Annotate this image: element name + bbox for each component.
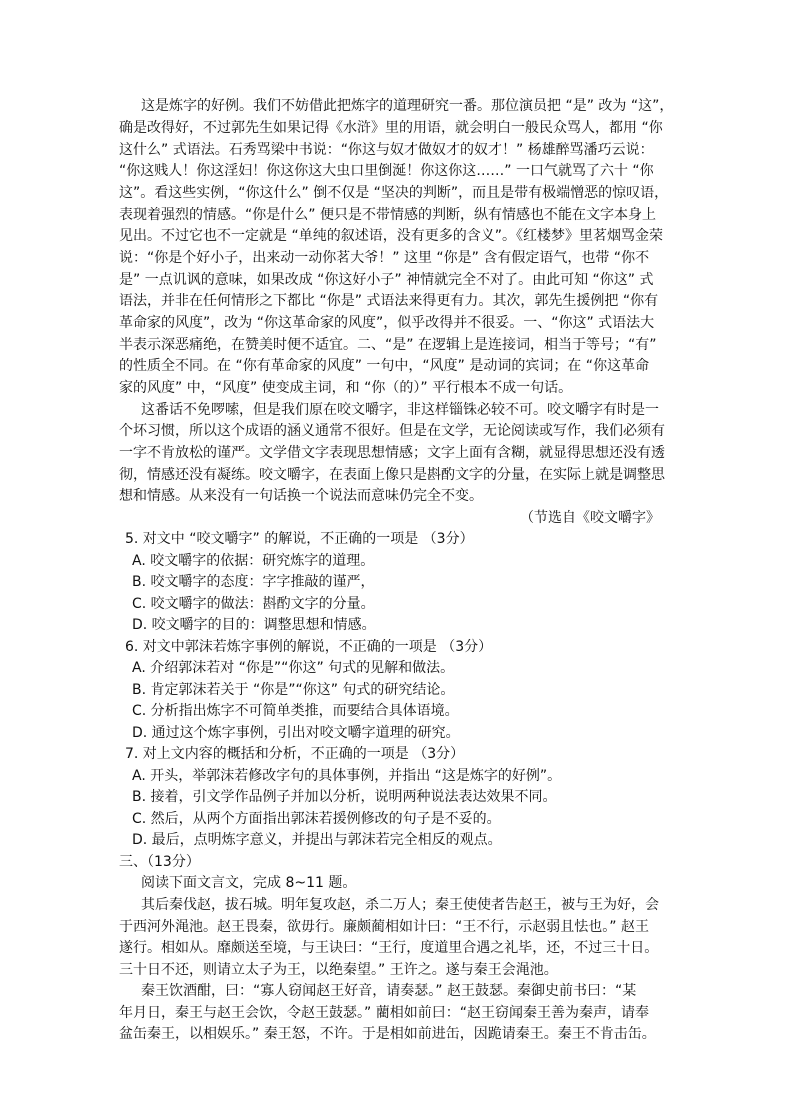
text-line: “你这贱人！你这淫妇！你这你这大虫口里倒涎！你这你这……” 一口气就骂了六十 “你 [119, 163, 654, 179]
option-7b: B. 接着，引文学作品例子并加以分析，说明两种说法表达效果不同。 [132, 789, 557, 805]
option-6d: D. 通过这个炼字事例，引出对咬文嚼字道理的研究。 [132, 725, 460, 741]
classical-text-line: 于西河外渑池。赵王畏秦，欲毋行。廉颇蔺相如计曰：“王不行，示赵弱且怯也。” 赵王 [119, 919, 649, 935]
text-line: 确是改得好，不过郭先生如果记得《水浒》里的用语，就会明白一般民众骂人，都用 “你 [119, 120, 663, 136]
question-6: 6. 对文中郭沫若炼字事例的解说，不正确的一项是 （3分） [125, 639, 493, 655]
option-5b: B. 咬文嚼字的态度：字字推敲的谨严， [132, 574, 375, 590]
instruction-line: 阅读下面文言文，完成 8~11 题。 [141, 875, 357, 891]
option-7c: C. 然后，从两个方面指出郭沫若援例修改的句子是不妥的。 [132, 811, 501, 827]
text-line: 这番话不免啰嗦，但是我们原在咬文嚼字，非这样锱铢必较不可。咬文嚼字有时是一 [141, 402, 659, 418]
classical-text-line: 盆缶秦王，以相娱乐。” 秦王怒，不许。于是相如前进缶，因跪请秦王。秦王不肯击缶。 [119, 1026, 656, 1042]
option-6b: B. 肯定郭沫若关于 “你是”“你这” 句式的研究结论。 [132, 682, 455, 698]
source-note: （节选自《咬文嚼字》 [520, 510, 660, 526]
text-line: 个坏习惯，所以这个成语的涵义通常不很好。但是在文学，无论阅读或写作，我们必须有 [119, 423, 665, 439]
option-7a: A. 开头，举郭沫若修改字句的具体事例，并指出 “这是炼字的好例”。 [132, 768, 562, 784]
question-5: 5. 对文中 “咬文嚼字” 的解说，不正确的一项是 （3分） [125, 531, 474, 547]
classical-text-line: 遂行。相如从。靡颇送至境，与王诀曰：“王行，度道里合遇之礼毕，还，不过三十日。 [119, 940, 659, 956]
text-line: 表现着强烈的情感。“你是什么” 便只是不带情感的判断，纵有情感也不能在文字本身上 [119, 207, 656, 223]
text-line: 这是炼字的好例。我们不妨借此把炼字的道理研究一番。那位演员把 “是” 改为 “这”， [141, 98, 674, 114]
option-6c: C. 分析指出炼字不可简单类推，而要结合具体语境。 [132, 703, 459, 719]
text-line: 的性质全不同。在 “你有革命家的风度” 一句中，“风度” 是动词的宾词；在 “你这革命 [119, 358, 650, 374]
classical-text-line: 三十日不还，则请立太子为王，以绝秦望。” 王许之。遂与秦王会渑池。 [119, 962, 558, 978]
text-line: 是” 一点讥讽的意味，如果改成 “你这好小子” 神情就完全不对了。由此可知 “你这” 式 [119, 272, 654, 288]
text-line: 说：“你是个好小子，出来动一动你茗大爷！” 这里 “你是” 含有假定语气，也带 “你不 [119, 250, 650, 266]
option-5c: C. 咬文嚼字的做法：斟酌文字的分量。 [132, 596, 375, 612]
text-line: 想和情感。从来没有一句话换一个说法而意味仍完全不变。 [119, 488, 483, 504]
option-5a: A. 咬文嚼字的依据：研究炼字的道理。 [132, 553, 375, 569]
question-7: 7. 对上文内容的概括和分析，不正确的一项是 （3分） [125, 746, 465, 762]
text-line: 彻，情感还没有凝练。咬文嚼字，在表面上像只是斟酌文字的分量，在实际上就是调整思 [119, 467, 665, 483]
classical-text-line: 其后秦伐赵，拔石城。明年复攻赵，杀二万人；秦王使使者告赵王，被与王为好，会 [141, 897, 659, 913]
text-line: 见出。不过它也不一定就是 “单纯的叙述语，没有更多的含义”。《红楼梦》里茗烟骂金荣 [119, 228, 663, 244]
option-6a: A. 介绍郭沫若对 “你是”“你这” 句式的见解和做法。 [132, 660, 455, 676]
text-line: 这什么” 式语法。石秀骂梁中书说：“你这与奴才做奴才的奴才！” 杨雄醉骂潘巧云说： [119, 142, 654, 158]
text-line: 革命家的风度”，改为 “你这革命家的风度”，似乎改得并不很妥。一、“你这” 式语法大 [119, 315, 655, 331]
text-line: 语法，并非在任何情形之下都比 “你是” 式语法来得更有力。其次，郭先生援例把 “你有 [119, 293, 659, 309]
classical-text-line: 年月日，秦王与赵王会饮，令赵王鼓瑟。” 藺相如前曰：“赵王窃闻秦王善为秦声，请奉 [119, 1005, 649, 1021]
section-heading: 三、（13分） [119, 854, 200, 870]
option-7d: D. 最后，点明炼字意义，并提出与郭沫若完全相反的观点。 [132, 832, 502, 848]
text-line: 一字不肯放松的谨严。文学借文字表现思想情感；文字上面有含糊，就显得思想还没有透 [119, 445, 665, 461]
text-line: 这”。看这些实例，“你这什么” 倒不仅是 “坚决的判断”，而且是带有极端憎恶的惊叹语， [119, 185, 669, 201]
classical-text-line: 秦王饮酒酣，曰：“寡人窃闻赵王好音，请奏瑟。” 赵王鼓瑟。秦御史前书曰：“某 [141, 983, 637, 999]
option-5d: D. 咬文嚼字的目的：调整思想和情感。 [132, 617, 376, 633]
text-line: 半表示深恶痛绝，在赞美时便不适宜。二、“是” 在逻辑上是连接词，相当于等号；“有” [119, 337, 657, 353]
text-line: 家的风度” 中，“风度” 使变成主词，和 “你（的）” 平行根本不成一句话。 [119, 380, 573, 396]
